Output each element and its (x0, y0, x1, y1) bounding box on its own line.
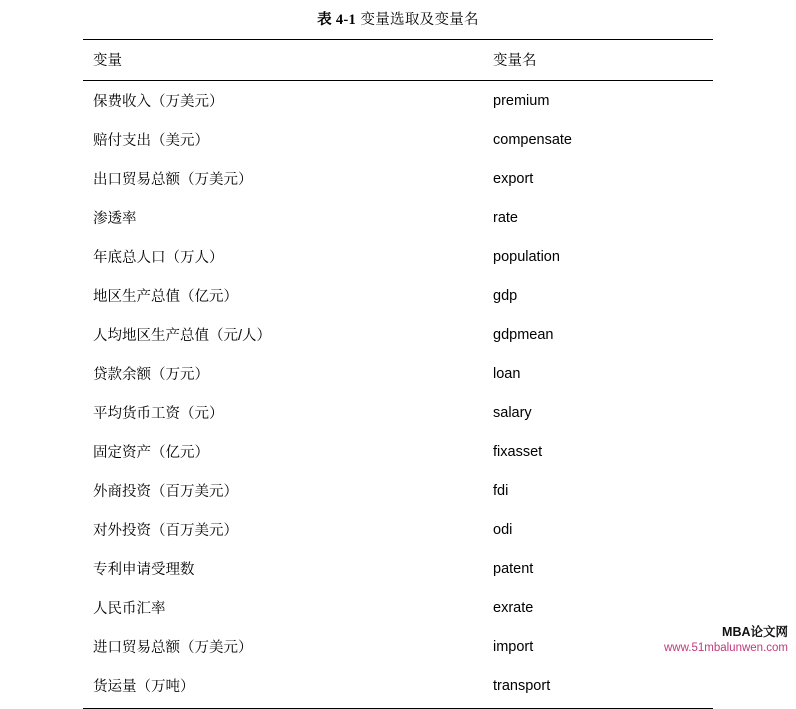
cell-variable: 对外投资（百万美元） (93, 523, 238, 539)
table-caption (0, 0, 796, 39)
table-caption-number: 表 4-1 (317, 12, 357, 28)
cell-variable: 外商投资（百万美元） (93, 484, 238, 500)
cell-variable: 固定资产（亿元） (93, 445, 209, 461)
table-row (83, 81, 713, 121)
cell-variable: 人均地区生产总值（元/人） (93, 328, 272, 344)
table-row (83, 276, 713, 315)
cell-variable: 人民币汇率 (93, 601, 166, 617)
column-header-variable-name: 变量名 (483, 40, 713, 81)
watermark-url: www.51mbalunwen.com (663, 641, 788, 654)
watermark-title: MBA论文网 (722, 625, 788, 639)
cell-variable-name: export (493, 170, 534, 187)
cell-variable-name: premium (493, 92, 550, 109)
cell-variable: 进口贸易总额（万美元） (93, 640, 253, 656)
table-row (83, 471, 713, 510)
cell-variable-name: gdpmean (493, 326, 554, 343)
cell-variable: 赔付支出（美元） (93, 133, 209, 149)
cell-variable: 平均货币工资（元） (93, 406, 224, 422)
table-row (83, 588, 713, 627)
cell-variable-name: rate (493, 209, 518, 226)
cell-variable: 专利申请受理数 (93, 562, 195, 578)
cell-variable-name: odi (493, 521, 513, 538)
cell-variable: 贷款余额（万元） (93, 367, 209, 383)
cell-variable: 年底总人口（万人） (93, 250, 224, 266)
table-body (83, 81, 713, 709)
table-header-row (83, 40, 713, 81)
table-row (83, 198, 713, 237)
table-row (83, 432, 713, 471)
cell-variable-name: salary (493, 404, 532, 421)
cell-variable-name: fixasset (493, 443, 543, 460)
table-row (83, 315, 713, 354)
table-caption-text: 变量选取及变量名 (360, 12, 479, 28)
variable-table (83, 39, 713, 709)
table-row (83, 666, 713, 709)
cell-variable: 渗透率 (93, 211, 137, 227)
cell-variable: 出口贸易总额（万美元） (93, 172, 253, 188)
table-row (83, 510, 713, 549)
cell-variable-name: loan (493, 365, 521, 382)
cell-variable-name: exrate (493, 599, 534, 616)
cell-variable: 保费收入（万美元） (93, 94, 224, 110)
cell-variable-name: patent (493, 560, 534, 577)
column-header-variable: 变量 (83, 40, 483, 81)
watermark (664, 625, 788, 655)
table-row (83, 393, 713, 432)
cell-variable-name: gdp (493, 287, 518, 304)
table-row (83, 237, 713, 276)
table-row (83, 627, 713, 666)
table-header (83, 40, 713, 81)
cell-variable: 地区生产总值（亿元） (93, 289, 238, 305)
table-row (83, 120, 713, 159)
cell-variable-name: import (493, 638, 534, 655)
cell-variable-name: fdi (493, 482, 509, 499)
cell-variable-name: transport (483, 666, 713, 709)
table-row (83, 549, 713, 588)
cell-variable-name: compensate (493, 131, 572, 148)
cell-variable: 货运量（万吨） (83, 666, 483, 709)
cell-variable-name: population (493, 248, 560, 265)
table-row (83, 354, 713, 393)
table-row (83, 159, 713, 198)
